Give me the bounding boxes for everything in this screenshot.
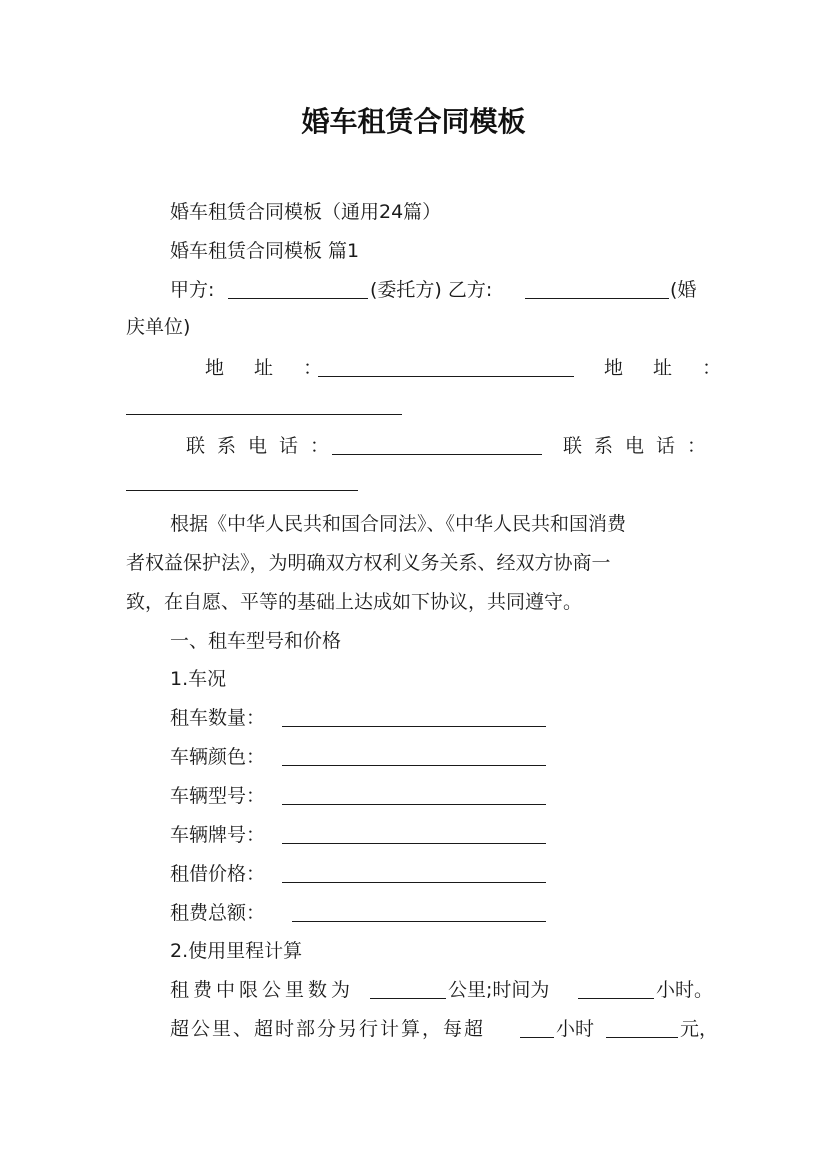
phone-label-a: 联系电话： <box>186 435 342 457</box>
address-b-blank <box>126 394 402 415</box>
field-label-price: 租借价格： <box>170 863 266 885</box>
overtime-text-b: 小时 <box>556 1018 595 1040</box>
intro-line-1: 根据《中华人民共和国合同法》、《中华人民共和国消费 <box>170 513 627 535</box>
field-label-plate: 车辆牌号： <box>170 824 266 846</box>
field-label-total: 租费总额： <box>170 902 266 924</box>
mileage-km-blank <box>370 978 446 999</box>
field-label-color: 车辆颜色： <box>170 746 266 768</box>
address-label-a: 地 址 ： <box>205 357 335 379</box>
intro-line-2: 者权益保护法》，为明确双方权利义务关系、经双方协商一 <box>126 552 611 574</box>
intro-line-3: 致，在自愿、平等的基础上达成如下协议，共同遵守。 <box>126 591 583 613</box>
address-label-b: 地 址 ： <box>604 357 734 379</box>
address-a-blank <box>318 356 574 377</box>
mileage-text-c: 小时。 <box>656 979 714 1001</box>
party-a-label: 甲方: <box>170 279 215 301</box>
subheading-mileage: 2.使用里程计算 <box>170 940 303 962</box>
overtime-hours-blank <box>520 1017 554 1038</box>
field-blank-model <box>282 784 546 805</box>
field-label-count: 租车数量： <box>170 707 266 729</box>
mileage-text-b: 公里;时间为 <box>448 979 550 1001</box>
overtime-text-a: 超公里、超时部分另行计算，每超 <box>170 1018 486 1040</box>
mileage-hours-blank <box>578 978 654 999</box>
field-blank-color <box>282 745 546 766</box>
field-blank-count <box>282 706 546 727</box>
party-b-role-2: 庆单位) <box>126 316 191 338</box>
overtime-text-c: 元， <box>680 1018 719 1040</box>
phone-b-blank <box>126 470 358 491</box>
subtitle: 婚车租赁合同模板（通用24篇） <box>170 201 442 223</box>
field-label-model: 车辆型号： <box>170 785 266 807</box>
party-a-blank <box>228 278 368 299</box>
mileage-text-a: 租费中限公里数为 <box>170 979 355 1001</box>
field-blank-price <box>282 862 546 883</box>
phone-label-b: 联系电话： <box>563 435 719 457</box>
party-b-role-1: (婚 <box>670 279 697 301</box>
field-blank-plate <box>282 823 546 844</box>
heading-rental-model: 一、租车型号和价格 <box>170 630 342 652</box>
document-title: 婚车租赁合同模板 <box>301 105 526 138</box>
party-a-role: (委托方) 乙方: <box>370 279 493 301</box>
subheading-vehicle: 1.车况 <box>170 668 227 690</box>
phone-a-blank <box>332 434 542 455</box>
overtime-amount-blank <box>606 1017 678 1038</box>
field-blank-total <box>292 901 546 922</box>
party-b-blank <box>525 278 669 299</box>
section-label: 婚车租赁合同模板 篇1 <box>170 240 360 262</box>
